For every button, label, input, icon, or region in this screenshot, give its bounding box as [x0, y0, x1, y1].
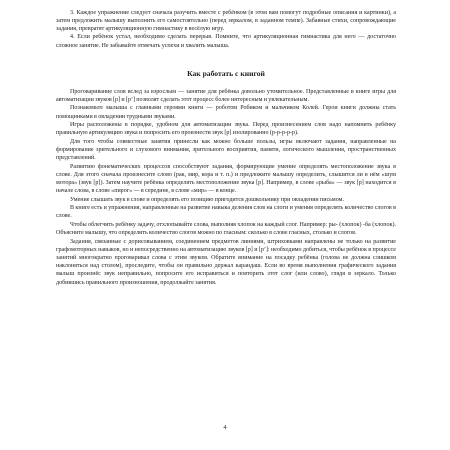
body-paragraph: Игры расположены в порядке, удобном для автоматизации звука. Перед произнесением слов надо напомнить ребёнку правильную артикуляцию звука и попросить его произнести звук [р] изолированно (р-р-р-р-р). [56, 122, 396, 137]
body-paragraph: Задания, связанные с дорисовыванием, соединением предметов линиями, штриховками направлены не только на развитие графомоторных навыков, но и непосредственно на автоматизацию звуков [р] и [р’]: необходимо добиться, чтобы ребёнок в процессе занятий многократно проговаривал слова с этим звуком. Обратите внимание на посадку ребёнка (голова не должна слишком наклоняться над столом), проследите, чтобы он правильно держал карандаш. Если во время выполнения графического задания малыш произнёс звук неправильно, попросите его исправиться и повторить этот слог (или слово), глядя в зеркало. Только добившись правильного произношения, продолжайте занятия. [56, 238, 396, 286]
intro-paragraph-3: 3. Каждое упражнение следует сначала разучить вместе с ребёнком (в этом вам помогут подробные описания и картинки), а затем предложить малышу выполнить его самостоятельно (перед зеркалом, в заданном темпе). Забавные стихи, сопровождающие задания, превратят артикуляционную гимнастику в весёлую игру. [56, 10, 396, 33]
body-paragraph: Чтобы облегчить ребёнку задачу, отхлопывайте слова, выполняя хлопок на каждый слог. Например: ры- (хлопок) -ба (хлопок). Объясните малышу, что определить количество слогов можно по гласным: сколько в слове гласных, столько и слогов. [56, 222, 396, 237]
body-paragraph: Развитию фонематических процессов способствуют задания, формирующие умение определять местоположение звука в слове. Для этого сначала произнесите слово (рак, мир, кора и т. п.) и предложите малышу определить, слышится ли в нём «шум мотора» (звук [р]). Затем научите ребёнка определять местоположение звука [р]. Например, в слове «рыба» — звук [р] находится в начале слова, в слове «пирог» — в середине, в слове «мир» — в конце. [56, 163, 396, 195]
page-number: 4 [223, 424, 227, 431]
section-heading: Как работать с книгой [187, 68, 265, 78]
body-paragraph: Проговаривание слов вслед за взрослым — занятие для ребёнка довольно утомительное. Представленные в книге игры для автоматизации звуков [р] и [р’] позволят сделать этот процесс более интересным и увлекательным. [56, 88, 396, 103]
intro-paragraph-4: 4. Если ребёнок устал, необходимо сделать перерыв. Помните, что артикуляционная гимнастика для него — достаточно сложное занятие. Не забывайте отмечать успехи и хвалить малыша. [56, 34, 396, 49]
body-paragraph: Для того чтобы совместные занятия принесли как можно больше пользы, игры включают задания, направленные на формирование зрительного и слухового внимания, зрительного восприятия, памяти, логического мышления, пространственных представлений. [56, 138, 396, 162]
body-paragraph: Умение слышать звук в слове и определять его позицию пригодится дошкольнику при овладении письмом. [70, 196, 344, 203]
body-paragraph: Познакомьте малыша с главными героями книги — роботом Робиком и мальчиком Колей. Герои книги должны стать помощниками в овладении трудными звуками. [56, 105, 396, 120]
body-paragraph: В книге есть и упражнения, направленные на развитие навыка деления слов на слоги и умения определять количество слогов в слове. [56, 205, 396, 220]
